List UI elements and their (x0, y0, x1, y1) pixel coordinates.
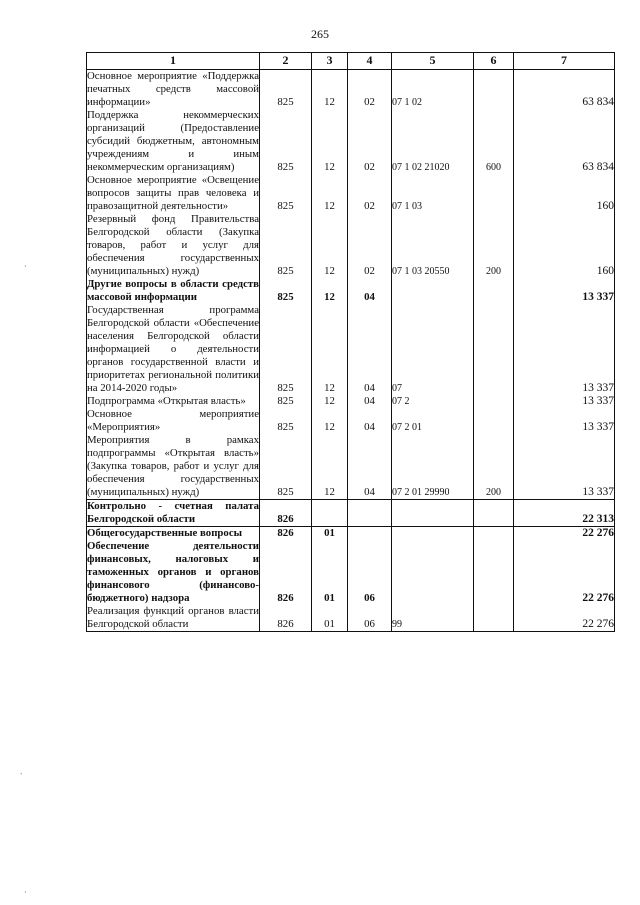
cell-col-2: 825 (260, 70, 312, 110)
cell-col-2: 825 (260, 408, 312, 434)
cell-col-2: 825 (260, 174, 312, 213)
cell-col-5 (392, 500, 474, 527)
scan-speck: · (24, 888, 27, 897)
cell-col-6 (474, 70, 514, 110)
header-col-4: 4 (348, 53, 392, 70)
header-col-6: 6 (474, 53, 514, 70)
cell-col-2: 826 (260, 527, 312, 541)
cell-col-6: 600 (474, 109, 514, 174)
cell-col-7: 13 337 (514, 395, 615, 408)
cell-col-6 (474, 540, 514, 605)
table-row (87, 408, 615, 434)
table-row (87, 540, 615, 605)
budget-table (86, 52, 615, 632)
cell-col-4: 04 (348, 408, 392, 434)
cell-col-7: 22 276 (514, 527, 615, 541)
cell-col-4: 02 (348, 213, 392, 278)
table-row (87, 527, 615, 541)
cell-col-5 (392, 278, 474, 304)
cell-col-2: 825 (260, 109, 312, 174)
cell-col-7: 22 276 (514, 540, 615, 605)
cell-col-4: 04 (348, 278, 392, 304)
cell-col-7: 22 313 (514, 500, 615, 527)
cell-col-2: 825 (260, 434, 312, 500)
cell-col-7: 63 834 (514, 70, 615, 110)
cell-col-5: 07 1 03 20550 (392, 213, 474, 278)
cell-col-7: 160 (514, 213, 615, 278)
cell-col-4: 02 (348, 109, 392, 174)
cell-col-2: 825 (260, 213, 312, 278)
cell-col-7: 160 (514, 174, 615, 213)
cell-col-6: 200 (474, 213, 514, 278)
table-row (87, 109, 615, 174)
cell-col-5: 07 1 03 (392, 174, 474, 213)
cell-col-3: 01 (312, 605, 348, 632)
cell-name: Общегосударственные вопросы (87, 527, 260, 541)
cell-col-2: 826 (260, 605, 312, 632)
cell-name: Подпрограмма «Открытая власть» (87, 395, 260, 408)
cell-col-6 (474, 304, 514, 395)
cell-col-7: 22 276 (514, 605, 615, 632)
cell-col-3: 12 (312, 278, 348, 304)
table-row (87, 605, 615, 632)
cell-col-4: 04 (348, 434, 392, 500)
cell-col-3: 12 (312, 434, 348, 500)
cell-name: Контрольно - счетная палата Белгородской области (87, 500, 259, 525)
cell-name: Реализация функций органов власти Белгородской области (87, 605, 259, 630)
cell-name: Резервный фонд Правительства Белгородской области (Закупка товаров, работ и услуг для обеспечения государственных (муниципальных) нужд) (87, 213, 259, 277)
header-col-5: 5 (392, 53, 474, 70)
cell-col-5: 07 2 01 29990 (392, 434, 474, 500)
cell-col-6 (474, 408, 514, 434)
cell-col-4: 02 (348, 174, 392, 213)
table-row (87, 395, 615, 408)
cell-col-4: 04 (348, 395, 392, 408)
cell-col-2: 825 (260, 304, 312, 395)
cell-name: Обеспечение деятельности финансовых, налоговых и таможенных органов и органов финансового (финансово-бюджетного) надзора (87, 540, 259, 604)
cell-col-6 (474, 174, 514, 213)
cell-col-4: 06 (348, 605, 392, 632)
cell-col-3: 12 (312, 174, 348, 213)
cell-col-5: 07 1 02 21020 (392, 109, 474, 174)
cell-col-3 (312, 500, 348, 527)
table-row (87, 70, 615, 110)
cell-col-5 (392, 540, 474, 605)
cell-col-5 (392, 527, 474, 541)
cell-col-3: 12 (312, 408, 348, 434)
header-col-3: 3 (312, 53, 348, 70)
cell-col-7: 63 834 (514, 109, 615, 174)
cell-col-6 (474, 500, 514, 527)
cell-col-4: 02 (348, 70, 392, 110)
cell-col-5: 07 2 (392, 395, 474, 408)
cell-col-5: 07 (392, 304, 474, 395)
table-row (87, 304, 615, 395)
cell-col-2: 826 (260, 500, 312, 527)
header-col-2: 2 (260, 53, 312, 70)
cell-col-4: 04 (348, 304, 392, 395)
table-row (87, 278, 615, 304)
cell-col-2: 825 (260, 395, 312, 408)
cell-col-4: 06 (348, 540, 392, 605)
page-number: 265 (311, 27, 329, 41)
cell-col-7: 13 337 (514, 304, 615, 395)
cell-col-3: 12 (312, 213, 348, 278)
cell-col-2: 826 (260, 540, 312, 605)
cell-col-3: 12 (312, 70, 348, 110)
cell-col-7: 13 337 (514, 408, 615, 434)
header-col-7: 7 (514, 53, 615, 70)
cell-name: Поддержка некоммерческих организаций (Предоставление субсидий бюджетным, автономным учреждениям и иным некоммерческим организациям) (87, 109, 259, 173)
header-col-1: 1 (87, 53, 260, 70)
cell-col-4 (348, 500, 392, 527)
cell-col-6: 200 (474, 434, 514, 500)
cell-name: Основное мероприятие «Освещение вопросов защиты прав человека и правозащитной деятельности» (87, 174, 259, 212)
header-row (87, 53, 615, 70)
cell-col-7: 13 337 (514, 278, 615, 304)
cell-col-6 (474, 395, 514, 408)
table-row (87, 174, 615, 213)
scan-speck: · (24, 262, 27, 271)
cell-col-6 (474, 527, 514, 541)
cell-col-6 (474, 278, 514, 304)
cell-col-3: 01 (312, 540, 348, 605)
cell-name: Мероприятия в рамках подпрограммы «Открытая власть» (Закупка товаров, работ и услуг для обеспечения государственных (муниципальных) нужд) (87, 434, 259, 498)
cell-name: Другие вопросы в области средств массовой информации (87, 278, 259, 303)
table-row (87, 434, 615, 500)
cell-col-3: 12 (312, 109, 348, 174)
cell-col-4 (348, 527, 392, 541)
cell-name: Государственная программа Белгородской области «Обеспечение населения Белгородской области информацией о деятельности органов государственной власти и приоритетах региональной политики на 2014-2020 годы» (87, 304, 259, 394)
cell-col-2: 825 (260, 278, 312, 304)
cell-name: Основное мероприятие «Поддержка печатных средств массовой информации» (87, 70, 259, 108)
table-row (87, 500, 615, 527)
cell-col-3: 12 (312, 395, 348, 408)
cell-col-5: 99 (392, 605, 474, 632)
cell-col-5: 07 1 02 (392, 70, 474, 110)
cell-col-3: 12 (312, 304, 348, 395)
cell-col-6 (474, 605, 514, 632)
cell-col-7: 13 337 (514, 434, 615, 500)
scan-speck: ` (20, 772, 23, 781)
table-row (87, 213, 615, 278)
cell-name: Основное мероприятие «Мероприятия» (87, 408, 259, 433)
cell-col-5: 07 2 01 (392, 408, 474, 434)
cell-col-3: 01 (312, 527, 348, 541)
